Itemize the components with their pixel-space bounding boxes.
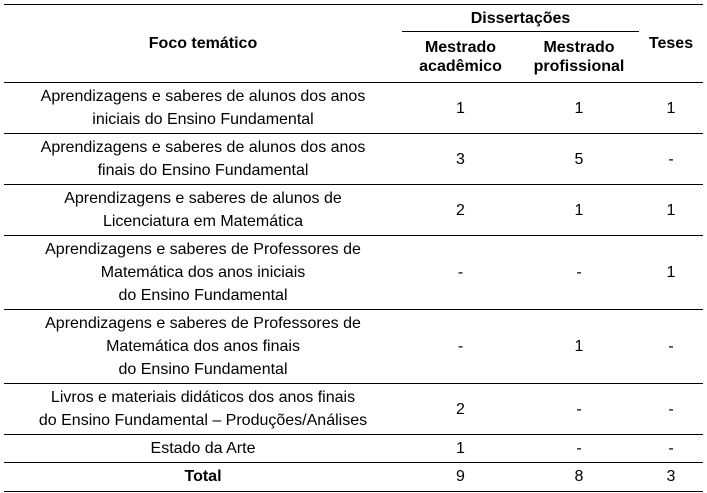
table-row (4, 83, 703, 134)
row-foco: Aprendizagens e saberes de Professores de Matemática dos anos finais do Ensino Fundamental (45, 315, 361, 378)
row-mp: - (576, 400, 582, 418)
row-ma: 2 (456, 201, 465, 219)
row-ma: - (457, 264, 464, 281)
row-ma: 1 (456, 440, 465, 457)
table-row (4, 185, 703, 236)
row-mp: - (576, 440, 582, 457)
row-teses: 1 (666, 264, 676, 281)
total-mp: 8 (574, 468, 584, 485)
header-mestrado-academico: Mestrado acadêmico (402, 32, 519, 83)
table-row (4, 310, 703, 384)
row-ma: 2 (456, 400, 465, 418)
row-foco: Aprendizagens e saberes de alunos de Licenciatura em Matemática (64, 190, 342, 230)
row-mp: 1 (574, 338, 584, 355)
row-teses: 1 (666, 201, 676, 219)
row-foco: Livros e materiais didáticos dos anos finais do Ensino Fundamental – Produções/Análises (38, 389, 368, 429)
table-row (4, 236, 703, 310)
row-teses: - (668, 338, 674, 355)
table-row (4, 384, 703, 435)
row-teses: - (668, 400, 674, 418)
row-ma: - (457, 338, 464, 355)
row-mp: 5 (574, 150, 584, 168)
total-ma: 9 (456, 468, 465, 485)
table-row (4, 435, 703, 463)
header-mestrado-profissional: Mestrado profissional (519, 32, 639, 83)
row-teses: 1 (666, 99, 676, 117)
row-mp: 1 (574, 99, 584, 117)
header-teses: Teses (648, 35, 694, 52)
row-teses: - (668, 150, 674, 168)
total-row (4, 463, 703, 492)
row-foco: Aprendizagens e saberes de Professores de Matemática dos anos iniciais do Ensino Fundamental (45, 241, 361, 304)
row-mp: - (576, 264, 582, 281)
table-row (4, 134, 703, 185)
header-foco: Foco temático (148, 35, 258, 52)
row-ma: 1 (456, 99, 465, 117)
row-foco: Aprendizagens e saberes de alunos dos anos iniciais do Ensino Fundamental (40, 88, 366, 128)
row-ma: 3 (456, 150, 465, 168)
row-foco: Estado da Arte (150, 440, 256, 457)
row-teses: - (668, 440, 674, 457)
total-label: Total (184, 468, 222, 485)
header-dissertacoes: Dissertações (470, 9, 571, 27)
row-mp: 1 (574, 201, 584, 219)
focus-table (4, 4, 703, 492)
total-teses: 3 (666, 468, 676, 485)
row-foco: Aprendizagens e saberes de alunos dos anos finais do Ensino Fundamental (40, 139, 366, 179)
